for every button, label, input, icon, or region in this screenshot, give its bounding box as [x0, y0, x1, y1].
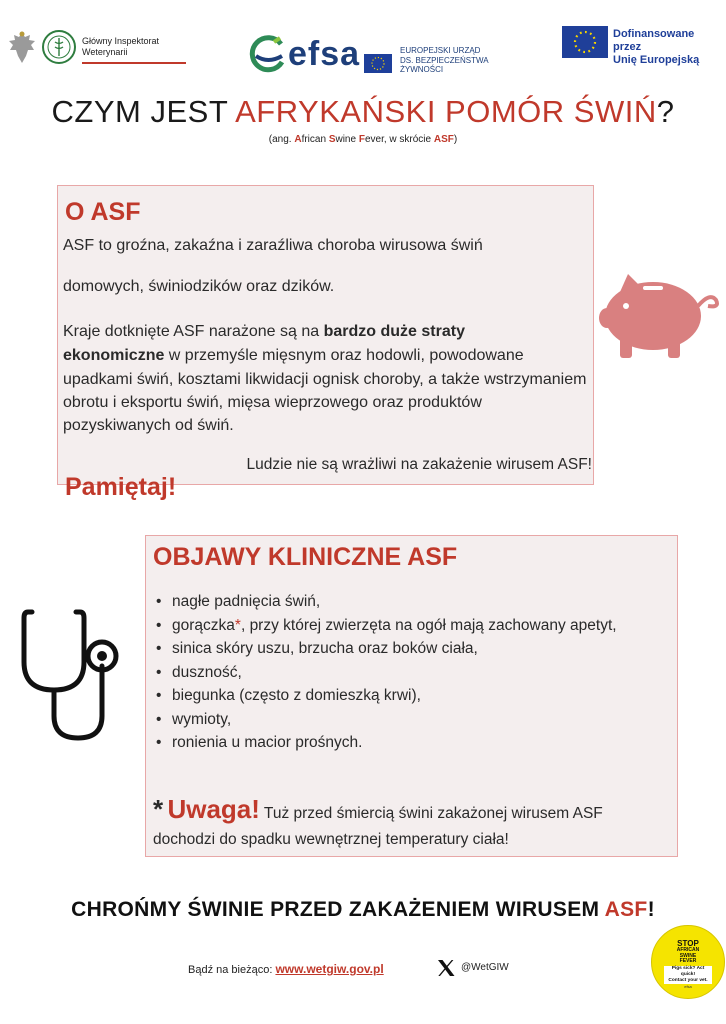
stethoscope-icon	[20, 604, 130, 744]
warning-asterisk: *	[153, 794, 164, 824]
sub-wine: wine	[335, 134, 359, 145]
eu-line1: Dofinansowane przez	[613, 28, 695, 53]
symptoms-list	[154, 590, 669, 755]
eu-funding-label	[613, 28, 723, 67]
giw-logo	[6, 30, 186, 70]
giw-name	[82, 36, 192, 58]
symptom-item	[154, 684, 669, 708]
badge-line1: AFRICAN	[676, 947, 700, 953]
symptom-item	[154, 614, 669, 638]
fever-asterisk: *	[234, 616, 241, 634]
page-subtitle	[0, 134, 726, 145]
sub-f: F	[358, 134, 365, 145]
giw-name-line1: Główny Inspektorat	[82, 36, 160, 46]
badge-msg2: Contact your vet.	[668, 978, 708, 983]
symptom-item	[154, 637, 669, 661]
about-p2-rest: w przemyśle mięsnym oraz hodowli, powodowane upadkami świń, kosztami likwidacji ognisk choroby, a także wstrzymaniem obrotu i eksportu świń, mięsa wieprzowego oraz produktów pozyskiwanych od świń.	[63, 347, 587, 434]
about-p2	[63, 320, 588, 437]
badge-msg1: Pigs sick? Act quick!	[671, 966, 705, 977]
sub-post: )	[453, 134, 458, 145]
symptom-text: gorączka	[172, 616, 235, 634]
badge-line2: SWINE	[679, 952, 697, 959]
efsa-agency-name	[400, 46, 490, 75]
about-p1-line2: domowych, świniodzików oraz dzików.	[63, 278, 335, 295]
fever-rest: , przy której zwierzęta na ogół mają zachowany apetyt,	[240, 616, 617, 634]
sub-asf: ASF	[433, 134, 454, 145]
symptom-item	[154, 590, 669, 614]
bullet: •	[156, 687, 162, 704]
title-asf-name: AFRYKAŃSKI POMÓR ŚWIŃ	[235, 94, 657, 129]
polish-eagle-icon	[6, 30, 38, 66]
eu-line2: Unię Europejską	[613, 54, 700, 66]
stop-asf-badge	[651, 925, 725, 999]
symptom-item	[154, 731, 669, 755]
sub-ever: ever, w skrócie	[364, 134, 434, 145]
symptom-text: ronienia u macior prośnych.	[172, 734, 363, 751]
efsa-line1: EUROPEJSKI URZĄD	[400, 46, 481, 55]
symptom-text: wymioty,	[172, 710, 232, 728]
sub-pre: (ang.	[268, 134, 295, 145]
symptom-item	[154, 708, 669, 732]
title-part1: CZYM JEST	[51, 94, 236, 129]
badge-footer: efsa	[684, 984, 692, 989]
website-link[interactable]: www.wetgiw.gov.pl	[275, 962, 384, 976]
badge-line3: FEVER	[679, 958, 697, 964]
bullet: •	[156, 663, 162, 681]
piggy-bank-icon	[598, 266, 722, 362]
about-asf-heading: O ASF	[65, 198, 141, 226]
sub-a: A	[294, 134, 302, 145]
cta-text: CHROŃMY ŚWINIE PRZED ZAKAŻENIEM WIRUSEM	[71, 898, 605, 921]
about-p1-line1: ASF to groźna, zakaźna i zaraźliwa choroba wirusowa świń	[63, 237, 483, 254]
cta-asf: ASF	[604, 898, 648, 921]
bullet: •	[156, 616, 162, 634]
sub-s: S	[328, 134, 336, 145]
remember-label: Pamiętaj!	[65, 473, 177, 501]
about-p2-bold-a: bardzo duże straty	[323, 323, 465, 340]
warning-text-1: Tuż przed śmiercią świni zakażonej wirusem ASF	[259, 805, 603, 822]
footer-follow	[188, 962, 384, 976]
x-handle[interactable]: @WetGIW	[461, 962, 509, 973]
about-asf-box	[57, 185, 594, 485]
efsa-wordmark: efsa	[288, 35, 361, 73]
bullet: •	[156, 593, 162, 610]
badge-message	[664, 966, 712, 984]
symptoms-box	[145, 535, 678, 857]
x-logo-icon[interactable]	[436, 958, 456, 978]
eu-flag-icon	[562, 26, 608, 58]
call-to-action	[0, 898, 726, 922]
efsa-logo	[248, 36, 488, 80]
humans-not-susceptible-note: Ludzie nie są wrażliwi na zakażenie wirusem ASF!	[246, 456, 592, 473]
symptom-text: duszność,	[172, 663, 242, 681]
symptom-text: nagłe padnięcia świń,	[172, 593, 321, 610]
page-title	[0, 92, 726, 132]
title-question-mark: ?	[656, 94, 675, 129]
badge-sub	[652, 948, 724, 965]
eu-flag-small-icon	[364, 54, 392, 73]
giw-name-line2: Weterynarii	[82, 47, 128, 57]
bullet: •	[156, 710, 162, 728]
warning-label: Uwaga!	[167, 794, 260, 824]
symptom-text: sinica skóry uszu, brzucha oraz boków ciała,	[172, 640, 478, 657]
symptom-text: biegunka (często z domieszką krwi),	[172, 687, 421, 704]
symptoms-heading: OBJAWY KLINICZNE ASF	[153, 543, 458, 571]
bullet: •	[156, 734, 162, 751]
efsa-swirl-icon	[248, 34, 288, 74]
efsa-line3: ŻYWNOŚCI	[400, 65, 444, 74]
symptom-item	[154, 661, 669, 685]
follow-label: Bądź na bieżąco:	[188, 964, 276, 976]
bullet: •	[156, 640, 162, 657]
about-p2-bold-b: ekonomiczne	[63, 347, 165, 364]
warning-note	[153, 796, 673, 853]
badge-stop: STOP	[677, 939, 699, 948]
cta-exclamation: !	[647, 898, 655, 921]
efsa-line2: DS. BEZPIECZEŃSTWA	[400, 55, 489, 65]
sub-frican: frican	[301, 134, 329, 145]
warning-text-2: dochodzi do spadku wewnętrznej temperatury ciała!	[153, 831, 509, 848]
giw-red-rule	[82, 62, 186, 64]
about-p2-start: Kraje dotknięte ASF narażone są na	[63, 323, 324, 340]
vet-seal-icon	[42, 30, 76, 64]
